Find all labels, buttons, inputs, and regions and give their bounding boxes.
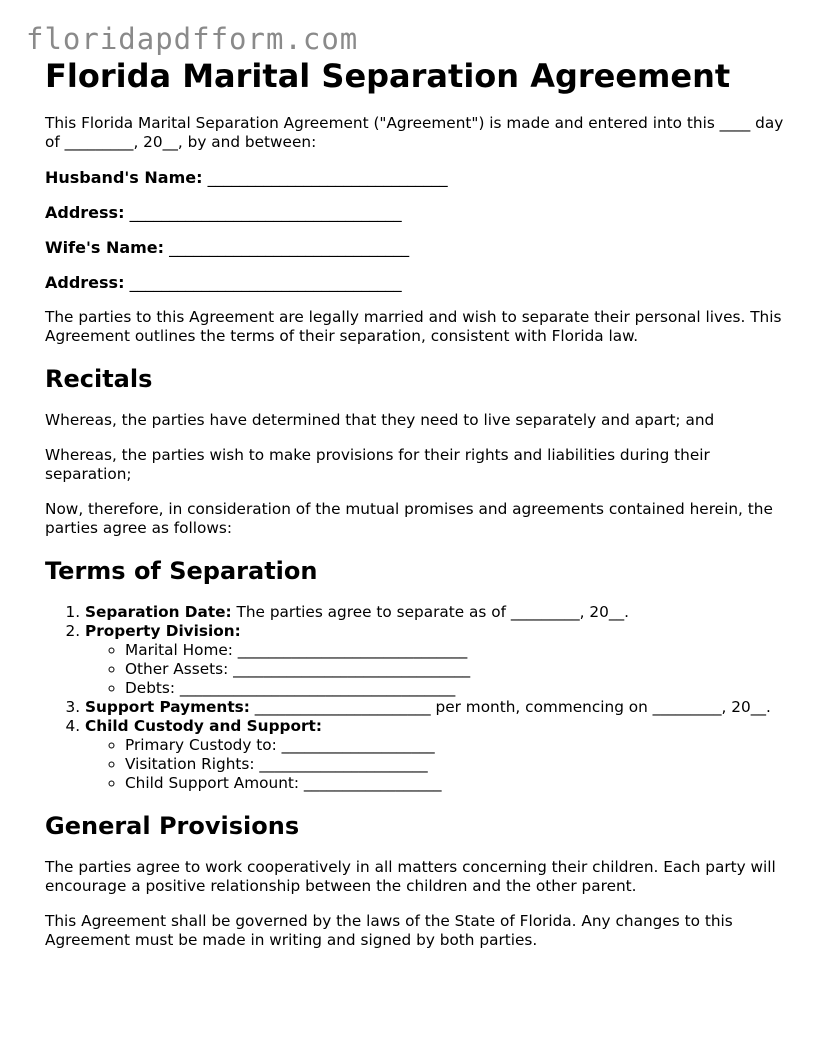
site-watermark: floridapdfform.com xyxy=(26,22,359,56)
wife-name-blank: ______________________________ xyxy=(169,238,410,257)
document-page xyxy=(45,56,785,966)
wife-address-field xyxy=(45,273,785,292)
term-child-custody xyxy=(85,717,785,793)
intro-paragraph: This Florida Marital Separation Agreement ("Agreement") is made and entered into this ____ day of _________, 20__, by and between: xyxy=(45,114,784,151)
term-support-payments xyxy=(85,698,785,717)
terms-list xyxy=(45,603,785,793)
wife-name-label: Wife's Name: xyxy=(45,238,165,257)
term-separation-date-label: Separation Date: xyxy=(85,603,232,621)
parties-paragraph: The parties to this Agreement are legally married and wish to separate their personal lives. This Agreement outlines the terms of their separation, consistent with Florida law. xyxy=(45,308,782,345)
husband-address-label: Address: xyxy=(45,203,125,222)
general-provisions-heading: General Provisions xyxy=(45,812,300,840)
term-property-division-label: Property Division: xyxy=(85,622,241,640)
term-property-division xyxy=(85,622,785,698)
property-debts: ◦ Debts: ____________________________________ xyxy=(125,679,785,698)
custody-visitation: ◦ Visitation Rights: ______________________ xyxy=(125,755,785,774)
husband-name-field xyxy=(45,168,785,187)
recitals-heading: Recitals xyxy=(45,365,153,393)
husband-name-label: Husband's Name: xyxy=(45,168,203,187)
husband-address-blank: __________________________________ xyxy=(129,203,402,222)
husband-name-blank: ______________________________ xyxy=(207,168,448,187)
property-marital-home: ◦ Marital Home: ______________________________ xyxy=(125,641,785,660)
recital-paragraph-1: Whereas, the parties have determined that they need to live separately and apart; and xyxy=(45,411,715,429)
wife-name-field xyxy=(45,238,785,257)
custody-support-amount: ◦ Child Support Amount: __________________ xyxy=(125,774,785,793)
term-separation-date-text: The parties agree to separate as of _________, 20__. xyxy=(231,603,630,621)
term-separation-date xyxy=(85,603,785,622)
husband-address-field xyxy=(45,203,785,222)
property-division-sublist xyxy=(85,641,785,698)
general-paragraph-2: This Agreement shall be governed by the laws of the State of Florida. Any changes to this Agreement must be made in writing and signed by both parties. xyxy=(45,912,733,949)
term-support-payments-text: _______________________ per month, commencing on _________, 20__. xyxy=(249,698,771,716)
document-title: Florida Marital Separation Agreement xyxy=(45,57,731,95)
wife-address-label: Address: xyxy=(45,273,125,292)
property-other-assets: ◦ Other Assets: _______________________________ xyxy=(125,660,785,679)
recital-paragraph-3: Now, therefore, in consideration of the mutual promises and agreements contained herein, the parties agree as follows: xyxy=(45,500,773,537)
wife-address-blank: __________________________________ xyxy=(129,273,402,292)
term-support-payments-label: Support Payments: xyxy=(85,698,250,716)
general-paragraph-1: The parties agree to work cooperatively in all matters concerning their children. Each party will encourage a positive relationship between the children and the other parent. xyxy=(45,858,776,895)
term-child-custody-label: Child Custody and Support: xyxy=(85,717,322,735)
recital-paragraph-2: Whereas, the parties wish to make provisions for their rights and liabilities during their separation; xyxy=(45,446,710,483)
terms-heading: Terms of Separation xyxy=(45,557,318,585)
custody-primary: ◦ Primary Custody to: ____________________ xyxy=(125,736,785,755)
child-custody-sublist xyxy=(85,736,785,793)
